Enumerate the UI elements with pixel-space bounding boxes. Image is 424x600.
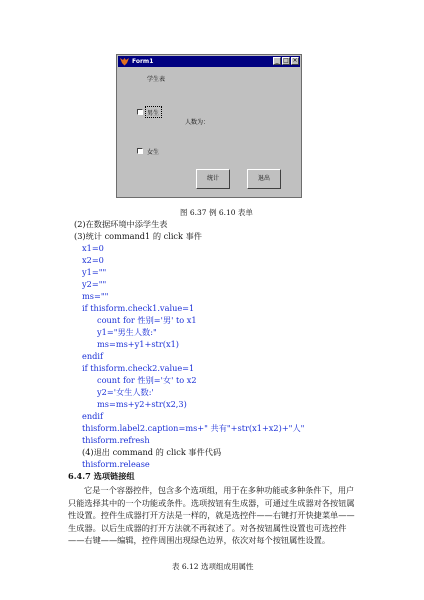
form-window [116, 54, 302, 198]
code-line: x2=0 [82, 255, 104, 265]
code-line: y2='女生人数:' [97, 387, 154, 397]
minimize-button[interactable]: _ [273, 57, 281, 65]
code-line: ms=ms+y1+str(x1) [97, 339, 179, 349]
section-paragraph: 它是一个容器控件，包含多个选项组，用于在多种功能或多种条件下，用户只能选择其中的一个功能或条件。选项按钮有生成器，可通过生成器对各按钮属性设置。控件生成器打开方法是一样的，就是选控件——右键打开快捷菜单——生成器。以后生成器的打开方法就不再叙述了。对各按钮属性设置也可选控件——右键——编辑，控件周围出现绿色边界，依次对每个按钮属性设置。 [68, 485, 355, 545]
code-line: x1=0 [82, 243, 104, 253]
code-line: count for 性别='女' to x2 [97, 375, 197, 385]
exit-button[interactable]: 退出 [247, 169, 281, 189]
close-button[interactable]: × [292, 57, 298, 64]
label-count: 人数为： [185, 119, 210, 126]
release-line: thisform.release [82, 459, 150, 469]
step-3: (3)统计 command1 的 click 事件 [74, 231, 202, 241]
code-line: y1="男生人数:" [97, 327, 157, 337]
code-line: y1="" [82, 267, 107, 277]
section-heading: 6.4.7 选项链接组 [68, 471, 135, 481]
table-caption: 表 6.12 选项组成用属性 [172, 562, 254, 571]
form-title: Form1 [132, 58, 154, 65]
code-line: thisform.label2.caption=ms+" 共有"+str(x1+x2)+"人" [82, 423, 305, 433]
maximize-button[interactable]: □ [283, 57, 289, 64]
checkbox-male[interactable] [137, 109, 143, 115]
code-line: ms=ms+y2+str(x2,3) [97, 399, 187, 409]
figure-caption: 图 6.37 例 6.10 表单 [180, 208, 253, 217]
code-line: endif [82, 351, 104, 361]
code-line: ms="" [82, 291, 109, 301]
code-line: count for 性别='男' to x1 [97, 315, 197, 325]
code-line: thisform.refresh [82, 435, 150, 445]
form-titlebar [118, 56, 300, 67]
step-2: (2)在数据环境中添学生表 [74, 219, 168, 229]
checkbox-female[interactable] [137, 148, 143, 154]
code-line: if thisform.check1.value=1 [82, 303, 195, 313]
code-line: endif [82, 411, 104, 421]
code-line: if thisform.check2.value=1 [82, 363, 195, 373]
stats-button[interactable]: 统计 [196, 169, 230, 189]
step-4: (4)退出 command 的 click 事件代码 [82, 447, 222, 457]
foxpro-fox-icon [120, 57, 129, 66]
checkbox-male-label: 男生 [147, 110, 160, 117]
label-student-table: 学生表 [147, 76, 166, 83]
code-line: y2="" [82, 279, 107, 289]
checkbox-female-label: 女生 [147, 149, 160, 156]
